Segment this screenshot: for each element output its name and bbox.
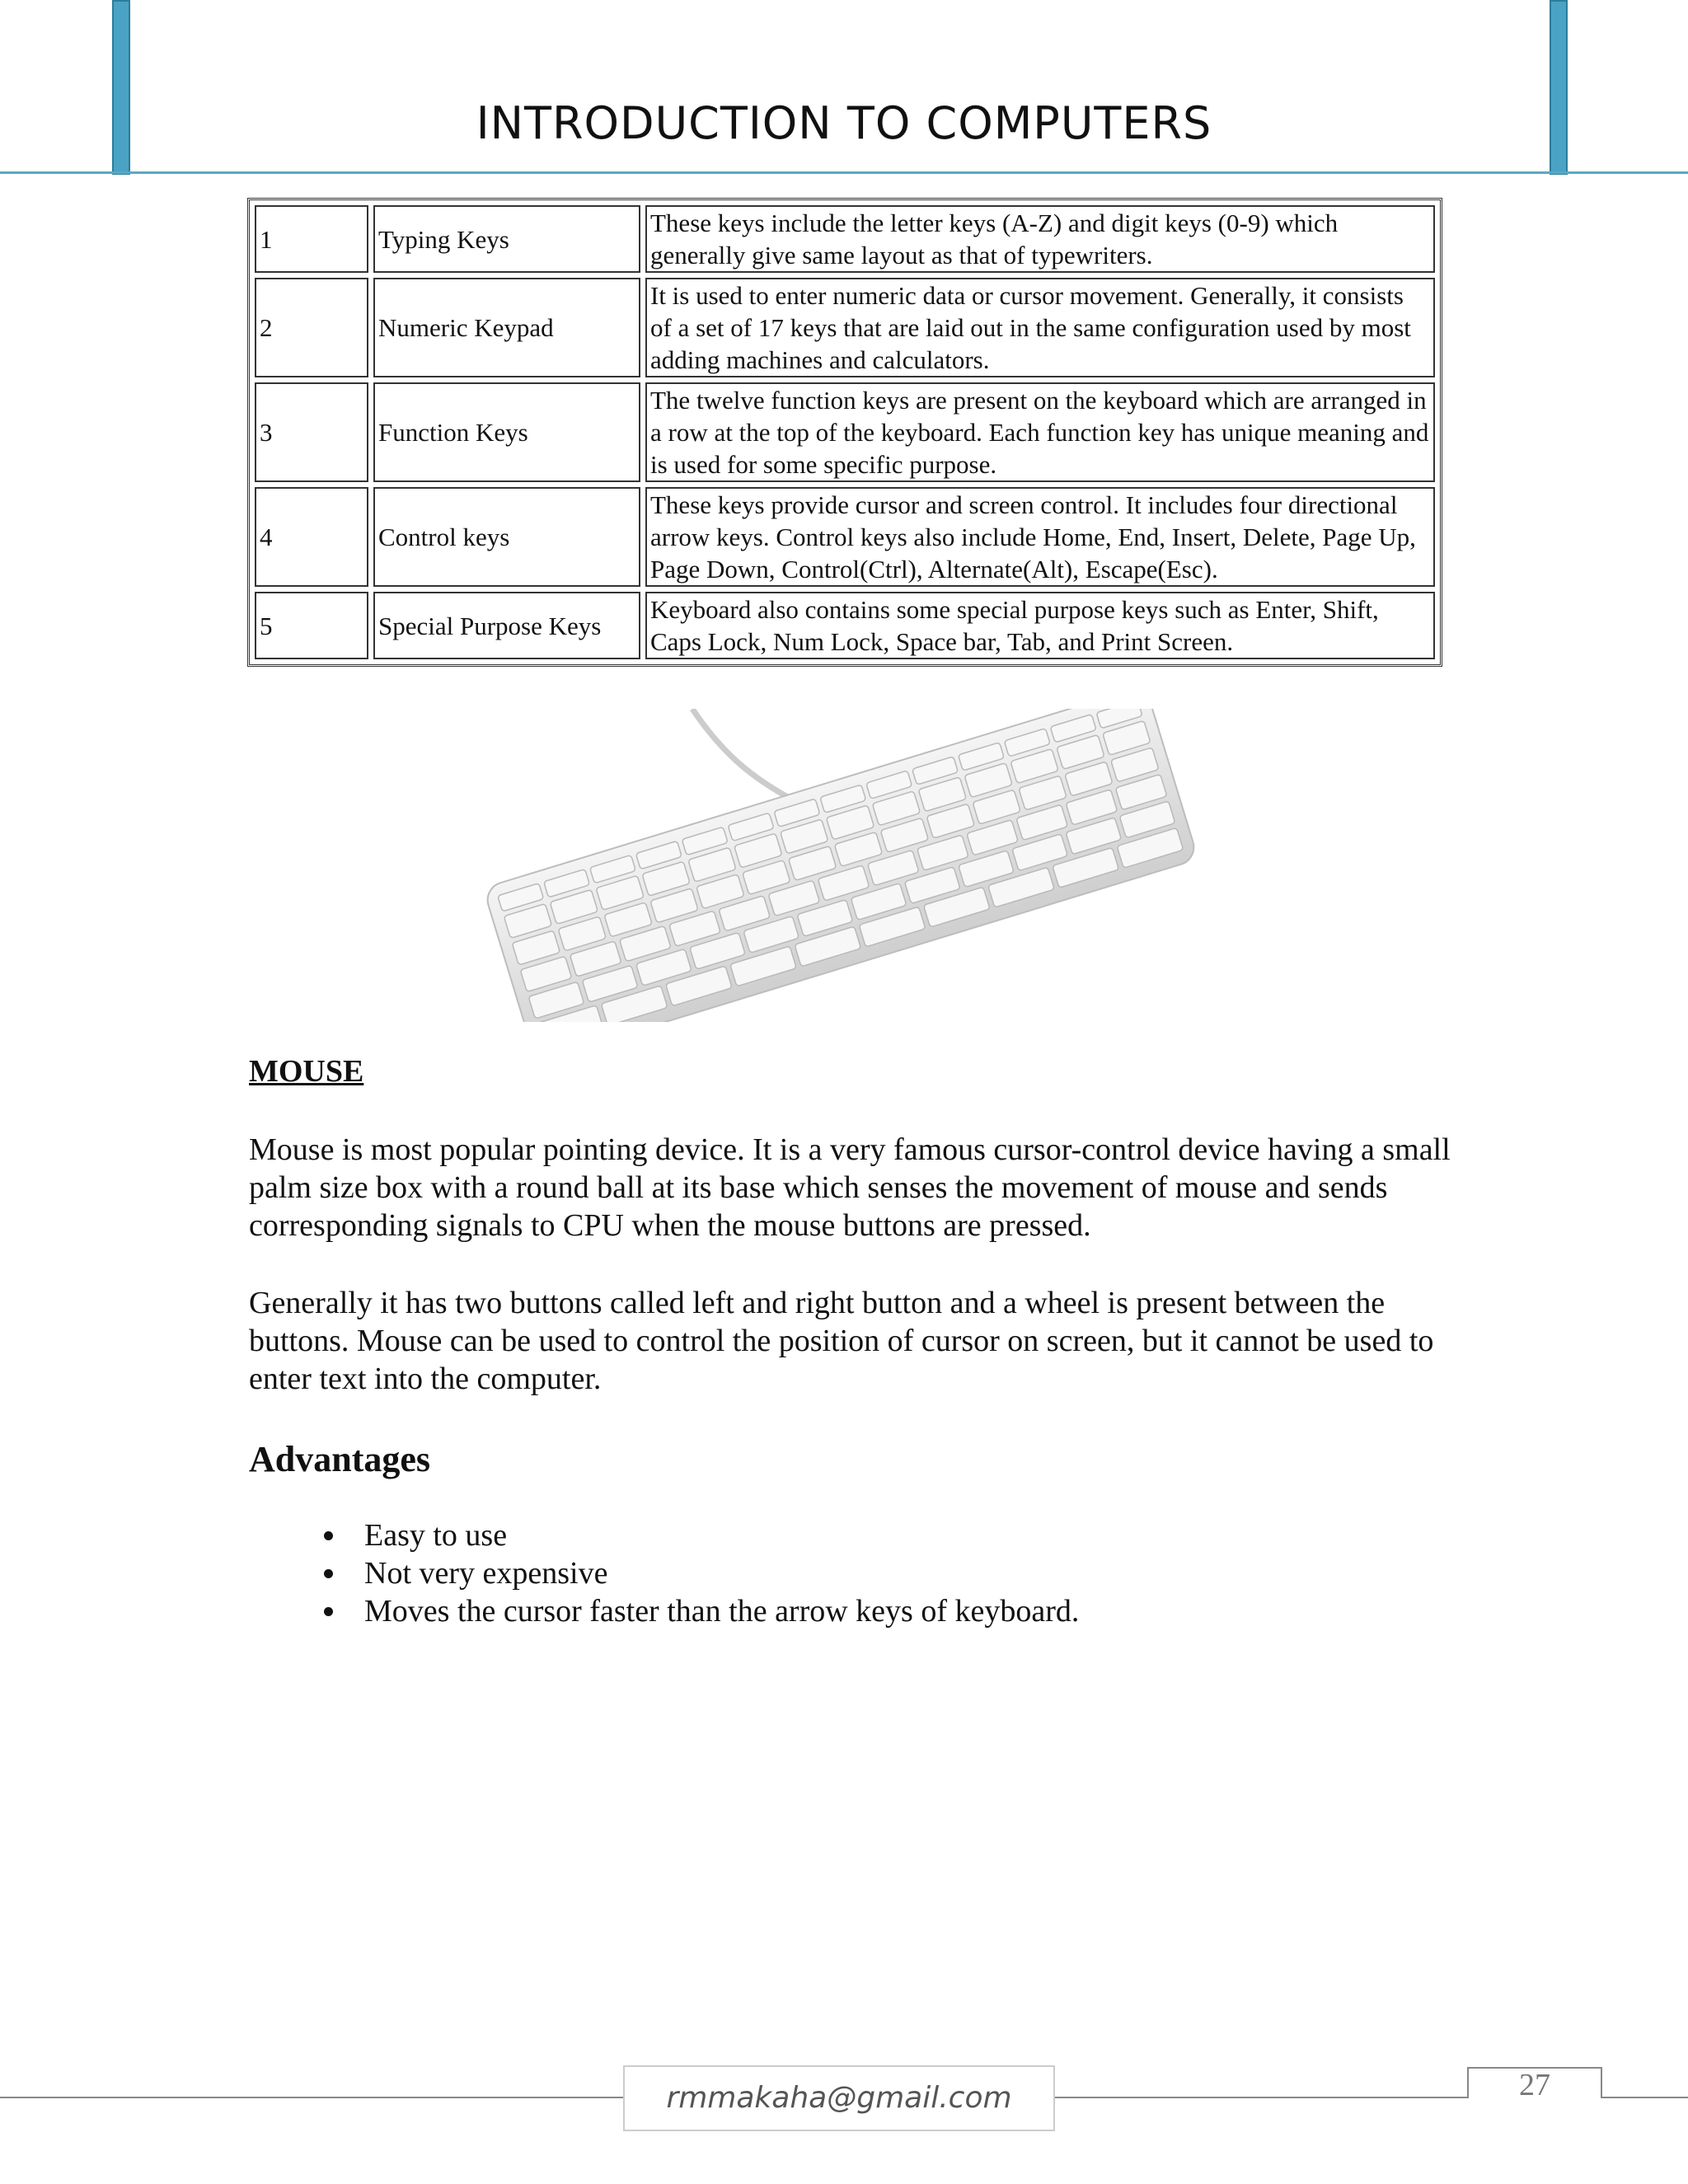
key-type-description: These keys include the letter keys (A-Z) and digit keys (0-9) which generally give same layout as that of typewriters.	[645, 205, 1435, 273]
key-type-name: Numeric Keypad	[373, 278, 640, 377]
row-number: 3	[255, 382, 368, 482]
list-item: • Not very expensive	[348, 1554, 1079, 1592]
row-number: 1	[255, 205, 368, 273]
page-title: INTRODUCTION TO COMPUTERS	[476, 97, 1212, 149]
advantages-list	[265, 1516, 1079, 1630]
table-row	[255, 382, 1435, 482]
table-row	[255, 205, 1435, 273]
keyboard-keys-table	[247, 198, 1442, 667]
table-row	[255, 592, 1435, 659]
mouse-paragraph-1: Mouse is most popular pointing device. It is a very famous cursor-control device having a small palm size box with a round ball at its base which senses the movement of mouse and sends corresponding signals to CPU when the mouse buttons are pressed.	[249, 1132, 1451, 1243]
page-number: 27	[1519, 2068, 1550, 2102]
keyboard-image	[486, 709, 1195, 1022]
key-type-description: The twelve function keys are present on the keyboard which are arranged in a row at the top of the keyboard. Each function key has unique meaning and is used for some specific purpose.	[645, 382, 1435, 482]
key-type-description: These keys provide cursor and screen control. It includes four directional arrow keys. Control keys also include Home, End, Insert, Delete, Page Up, Page Down, Control(Ctrl), Alternate(Alt), Escape(Esc).	[645, 487, 1435, 587]
footer-email: rmmakaha@gmail.com	[623, 2065, 1055, 2131]
key-type-description: It is used to enter numeric data or cursor movement. Generally, it consists of a set of 17 keys that are laid out in the same configuration used by most adding machines and calculators.	[645, 278, 1435, 377]
key-type-name: Typing Keys	[373, 205, 640, 273]
advantages-heading: Advantages	[249, 1439, 431, 1479]
key-type-name: Function Keys	[373, 382, 640, 482]
row-number: 4	[255, 487, 368, 587]
key-type-name: Control keys	[373, 487, 640, 587]
header-rule	[0, 171, 1688, 174]
row-number: 5	[255, 592, 368, 659]
table-row	[255, 278, 1435, 377]
row-number: 2	[255, 278, 368, 377]
list-item: • Easy to use	[348, 1516, 1079, 1554]
key-type-description: Keyboard also contains some special purpose keys such as Enter, Shift, Caps Lock, Num Lock, Space bar, Tab, and Print Screen.	[645, 592, 1435, 659]
key-type-name: Special Purpose Keys	[373, 592, 640, 659]
mouse-paragraph-2: Generally it has two buttons called left and right button and a wheel is present between the buttons. Mouse can be used to control the position of cursor on screen, but it cannot be used to enter text into the computer.	[249, 1286, 1434, 1396]
section-title-mouse: MOUSE	[249, 1054, 364, 1089]
list-item: • Moves the cursor faster than the arrow keys of keyboard.	[348, 1592, 1079, 1630]
table-row	[255, 487, 1435, 587]
